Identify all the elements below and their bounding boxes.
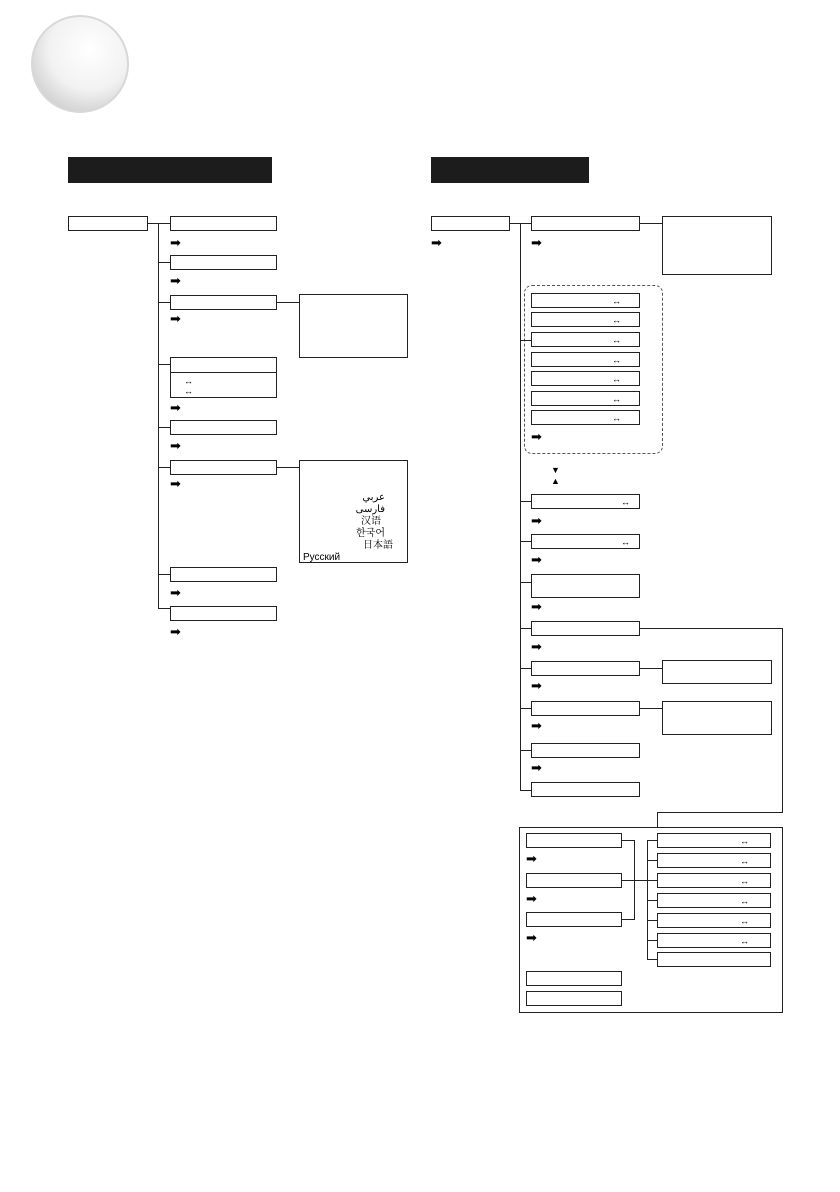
left-section-header xyxy=(68,157,272,183)
left-right-arrow-icon: ↔ xyxy=(740,936,749,946)
connector xyxy=(158,574,170,575)
chapter-badge-icon xyxy=(0,0,140,120)
sub-menu-item[interactable] xyxy=(526,971,622,986)
option-list-box xyxy=(662,216,772,275)
right-menu-item[interactable] xyxy=(531,701,640,716)
language-arabic: عربي xyxy=(362,492,385,503)
right-arrow-icon: ➡ xyxy=(170,273,181,288)
connector xyxy=(647,920,657,921)
right-arrow-icon: ➡ xyxy=(531,678,542,693)
right-arrow-icon: ➡ xyxy=(170,624,181,639)
right-menu-item[interactable] xyxy=(531,216,640,231)
sub-adjust-item[interactable] xyxy=(657,933,771,948)
sub-menu-item[interactable] xyxy=(526,912,622,927)
connector xyxy=(158,223,159,608)
adjust-item[interactable] xyxy=(531,293,640,308)
right-arrow-icon: ➡ xyxy=(170,400,181,415)
sub-adjust-item[interactable] xyxy=(657,873,771,888)
connector xyxy=(520,628,531,629)
connector xyxy=(148,223,158,224)
connector xyxy=(640,708,662,709)
connector xyxy=(520,582,531,583)
sub-adjust-item[interactable] xyxy=(657,833,771,848)
left-right-arrow-icon: ↔ xyxy=(740,836,749,846)
connector xyxy=(640,668,662,669)
right-arrow-icon: ➡ xyxy=(170,235,181,250)
right-arrow-icon: ➡ xyxy=(531,639,542,654)
right-root-menu[interactable] xyxy=(431,216,510,231)
left-menu-item[interactable] xyxy=(170,420,277,435)
right-menu-item[interactable] xyxy=(531,661,640,676)
left-right-arrow-icon: ↔ xyxy=(612,394,621,404)
right-menu-item[interactable] xyxy=(531,782,640,797)
language-persian: فارسی xyxy=(355,504,385,515)
sub-adjust-item[interactable] xyxy=(657,893,771,908)
connector xyxy=(782,628,783,812)
right-section-header xyxy=(431,157,589,183)
connector xyxy=(647,940,657,941)
right-arrow-icon: ➡ xyxy=(531,513,542,528)
right-arrow-icon: ➡ xyxy=(526,891,537,906)
connector xyxy=(520,223,521,790)
connector xyxy=(622,919,634,920)
language-chinese: 汉语 xyxy=(361,516,381,527)
connector xyxy=(277,467,299,468)
left-menu-item[interactable] xyxy=(170,255,277,270)
connector xyxy=(520,501,531,502)
connector xyxy=(647,900,657,901)
connector xyxy=(520,541,531,542)
left-right-arrow-icon: ↔ xyxy=(612,315,621,325)
left-menu-item[interactable] xyxy=(170,216,277,231)
right-arrow-icon: ➡ xyxy=(531,429,542,444)
left-menu-item[interactable] xyxy=(170,295,277,310)
left-right-arrow-icon: ↔ xyxy=(612,335,621,345)
right-arrow-icon: ➡ xyxy=(531,599,542,614)
left-right-arrow-icon: ↔ xyxy=(621,497,630,507)
adjust-item[interactable] xyxy=(531,352,640,367)
connector xyxy=(640,223,662,224)
connector xyxy=(647,860,657,861)
connector xyxy=(634,880,647,881)
sub-adjust-item[interactable] xyxy=(657,913,771,928)
connector xyxy=(640,628,782,629)
right-arrow-icon: ➡ xyxy=(170,438,181,453)
right-arrow-icon: ➡ xyxy=(531,760,542,775)
right-arrow-icon: ➡ xyxy=(526,851,537,866)
connector xyxy=(158,608,170,609)
left-right-arrow-icon: ↔ xyxy=(612,374,621,384)
right-arrow-icon: ➡ xyxy=(170,585,181,600)
adjust-item[interactable] xyxy=(531,312,640,327)
connector xyxy=(520,668,531,669)
left-menu-item[interactable] xyxy=(170,606,277,621)
right-arrow-icon: ➡ xyxy=(531,235,542,250)
sub-menu-item[interactable] xyxy=(526,873,622,888)
connector xyxy=(657,812,658,828)
adjustment-group xyxy=(524,285,663,454)
connector xyxy=(647,840,657,841)
connector xyxy=(622,880,634,881)
right-arrow-icon: ➡ xyxy=(526,930,537,945)
connector xyxy=(277,302,299,303)
right-arrow-icon: ➡ xyxy=(531,552,542,567)
left-right-arrow-icon: ↔ xyxy=(184,386,193,396)
left-root-menu[interactable] xyxy=(68,216,148,231)
connector xyxy=(520,708,531,709)
connector xyxy=(510,223,520,224)
right-arrow-icon: ➡ xyxy=(531,718,542,733)
sub-menu-item[interactable] xyxy=(526,991,622,1006)
connector xyxy=(158,262,170,263)
left-menu-item-header[interactable] xyxy=(170,357,277,373)
triangle-down-icon: ▼ xyxy=(551,465,560,475)
connector xyxy=(647,959,657,960)
connector xyxy=(657,812,783,813)
right-menu-item-tall[interactable] xyxy=(531,574,640,598)
adjust-item[interactable] xyxy=(531,391,640,406)
option-list-box xyxy=(662,660,772,684)
language-russian: Русский xyxy=(303,552,341,563)
left-right-arrow-icon: ↔ xyxy=(612,296,621,306)
option-list-box xyxy=(662,701,772,735)
connector xyxy=(158,364,170,365)
left-menu-item-language[interactable] xyxy=(170,460,277,475)
adjust-item[interactable] xyxy=(531,332,640,347)
language-japanese: 日本語 xyxy=(363,540,393,551)
adjust-item[interactable] xyxy=(531,371,640,386)
connector xyxy=(520,750,531,751)
left-right-arrow-icon: ↔ xyxy=(612,413,621,423)
language-korean: 한국어 xyxy=(356,528,385,539)
right-arrow-icon: ➡ xyxy=(170,476,181,491)
connector xyxy=(158,223,170,224)
connector xyxy=(158,302,170,303)
triangle-up-icon: ▲ xyxy=(551,476,560,486)
left-right-arrow-icon: ↔ xyxy=(612,355,621,365)
sub-adjust-item[interactable] xyxy=(657,853,771,868)
option-list-box xyxy=(299,294,408,358)
connector xyxy=(622,840,634,841)
connector xyxy=(158,427,170,428)
left-right-arrow-icon: ↔ xyxy=(184,376,193,386)
left-right-arrow-icon: ↔ xyxy=(740,916,749,926)
left-right-arrow-icon: ↔ xyxy=(740,876,749,886)
right-menu-item-advanced[interactable] xyxy=(531,621,640,636)
connector xyxy=(647,880,657,881)
adjust-item[interactable] xyxy=(531,410,640,425)
left-right-arrow-icon: ↔ xyxy=(740,896,749,906)
sub-menu-item[interactable] xyxy=(526,833,622,848)
sub-adjust-item[interactable] xyxy=(657,952,771,967)
connector xyxy=(520,223,531,224)
connector xyxy=(520,790,531,791)
left-right-arrow-icon: ↔ xyxy=(621,537,630,547)
connector xyxy=(158,467,170,468)
left-right-arrow-icon: ↔ xyxy=(740,856,749,866)
connector xyxy=(520,340,531,341)
right-menu-item[interactable] xyxy=(531,743,640,758)
right-arrow-icon: ➡ xyxy=(431,235,442,250)
left-menu-item[interactable] xyxy=(170,567,277,582)
right-arrow-icon: ➡ xyxy=(170,311,181,326)
